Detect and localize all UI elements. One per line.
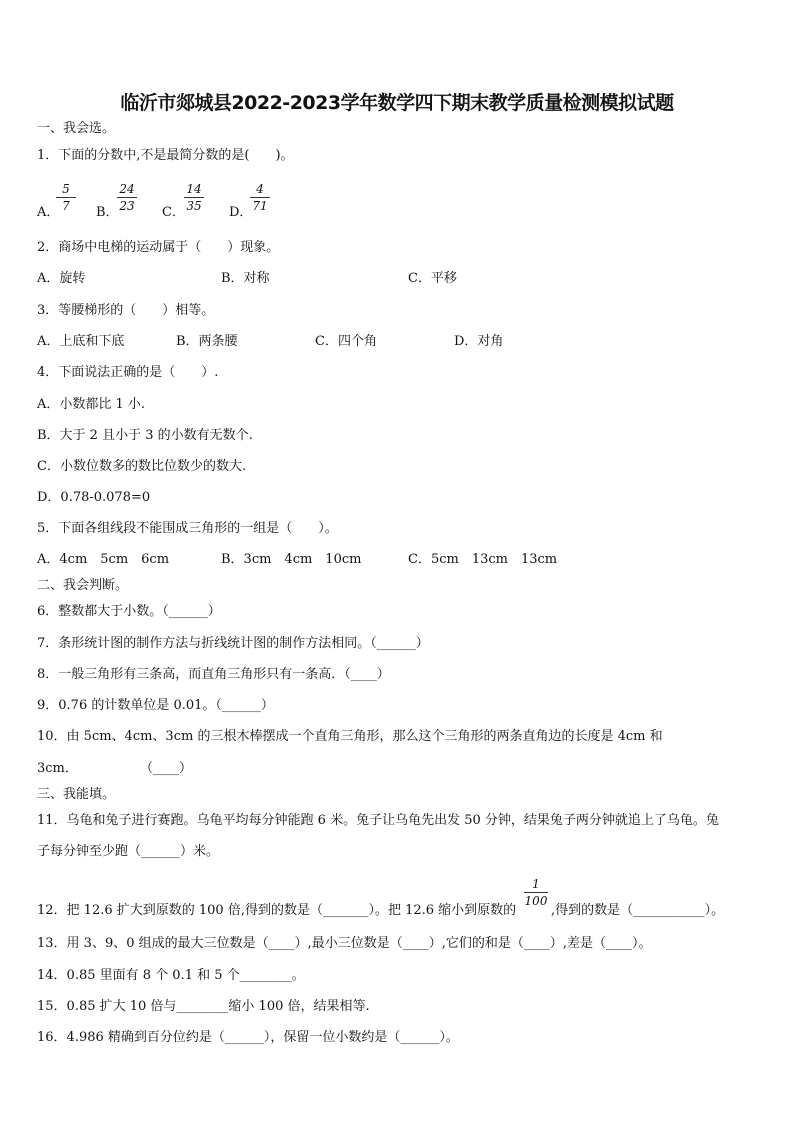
- fraction-denominator: 100: [524, 894, 548, 908]
- fraction-denominator: 7: [62, 199, 70, 213]
- option-1b-label: B．: [96, 205, 119, 220]
- fraction-1a: [53, 182, 79, 213]
- option-1d-label: D．: [229, 205, 253, 220]
- option-3b: B．两条腰: [176, 334, 238, 349]
- section-heading-judge: 二、我会判断。: [37, 578, 129, 593]
- fraction-1c: [181, 182, 207, 213]
- question-7: 7．条形统计图的制作方法与折线统计图的制作方法相同。（______）: [37, 636, 429, 651]
- question-9: 9．0.76 的计数单位是 0.01。（______）: [37, 698, 274, 713]
- option-3a: A．上底和下底: [37, 334, 125, 349]
- option-2c: C．平移: [408, 271, 457, 286]
- fraction-denominator: 23: [119, 199, 135, 213]
- page-title: 临沂市郯城县2022-2023学年数学四下期末教学质量检测模拟试题: [120, 92, 674, 114]
- question-10-line-2: 3cm．: [37, 761, 78, 776]
- question-13: 13．用 3、9、0 组成的最大三位数是（____）,最小三位数是（____）,它们的和是（____）,差是（____）。: [37, 936, 652, 951]
- option-2b: B．对称: [221, 271, 270, 286]
- fraction-bar: [117, 197, 137, 198]
- option-3c: C．四个角: [315, 334, 377, 349]
- question-5: 5．下面各组线段不能围成三角形的一组是（ ）。: [37, 521, 338, 536]
- fraction-1d: [247, 182, 273, 213]
- option-5c: C．5cm 13cm 13cm: [408, 552, 558, 567]
- option-3d: D．对角: [454, 334, 504, 349]
- question-1: 1．下面的分数中,不是最简分数的是( )。: [37, 148, 294, 163]
- option-1c-label: C．: [162, 205, 185, 220]
- section-heading-fill: 三、我能填。: [37, 787, 116, 802]
- option-4b: B．大于 2 且小于 3 的小数有无数个.: [37, 428, 253, 443]
- question-11-line-1: 11．乌龟和兔子进行赛跑。乌龟平均每分钟能跑 6 米。兔子让乌龟先出发 50 分钟，结果兔子两分钟就追上了乌龟。兔: [37, 813, 719, 828]
- question-4: 4．下面说法正确的是（ ）.: [37, 365, 219, 380]
- fraction-bar: [56, 197, 76, 198]
- fraction-bar: [250, 197, 270, 198]
- option-5a: A．4cm 5cm 6cm: [37, 552, 170, 567]
- question-16: 16．4.986 精确到百分位约是（______），保留一位小数约是（______）。: [37, 1030, 459, 1045]
- fraction-one-hundredth: [521, 877, 551, 908]
- fraction-numerator: 1: [532, 877, 540, 891]
- option-4a: A．小数都比 1 小.: [37, 397, 146, 412]
- option-5b: B．3cm 4cm 10cm: [221, 552, 362, 567]
- fraction-numerator: 4: [256, 182, 264, 196]
- fraction-numerator: 14: [186, 182, 202, 196]
- option-4c: C．小数位数多的数比位数少的数大.: [37, 459, 247, 474]
- fraction-numerator: 24: [119, 182, 135, 196]
- question-10-line-1: 10．由 5cm、4cm、3cm 的三根木棒摆成一个直角三角形，那么这个三角形的两条直角边的长度是 4cm 和: [37, 729, 663, 744]
- question-14: 14．0.85 里面有 8 个 0.1 和 5 个________。: [37, 968, 305, 983]
- question-12-part-1: 12．把 12.6 扩大到原数的 100 倍,得到的数是（_______）。把 12.6 缩小到原数的: [37, 903, 517, 918]
- option-2a: A．旋转: [37, 271, 86, 286]
- question-6: 6．整数都大于小数。（______）: [37, 604, 221, 619]
- question-8: 8．一般三角形有三条高，而直角三角形只有一条高．（____）: [37, 667, 390, 682]
- fraction-denominator: 71: [252, 199, 268, 213]
- question-12-part-2: ,得到的数是（___________）。: [551, 903, 725, 918]
- fraction-numerator: 5: [62, 182, 70, 196]
- fraction-bar: [184, 197, 204, 198]
- option-4d: D．0.78-0.078=0: [37, 490, 151, 505]
- fraction-denominator: 35: [186, 199, 202, 213]
- fraction-bar: [524, 892, 548, 893]
- question-11-line-2: 子每分钟至少跑（______）米。: [37, 844, 220, 859]
- option-1a-label: A．: [37, 205, 60, 220]
- fraction-1b: [114, 182, 140, 213]
- question-15: 15．0.85 扩大 10 倍与________缩小 100 倍，结果相等.: [37, 999, 370, 1014]
- question-3: 3．等腰梯形的（ ）相等。: [37, 303, 215, 318]
- section-heading-choice: 一、我会选。: [37, 121, 116, 136]
- question-2: 2．商场中电梯的运动属于（ ）现象。: [37, 240, 280, 255]
- question-10-blank: （____）: [140, 761, 193, 776]
